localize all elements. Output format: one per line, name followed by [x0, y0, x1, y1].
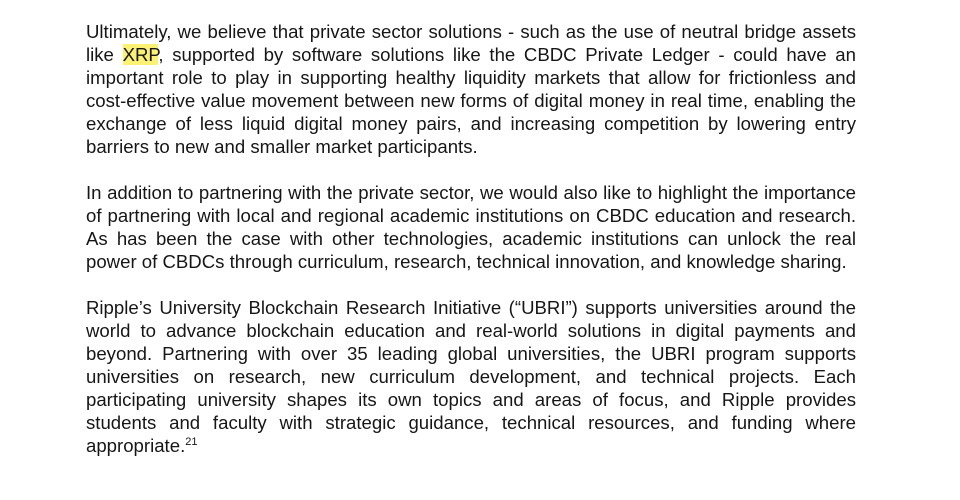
paragraph-academic-institutions [86, 181, 856, 273]
document-page [86, 20, 856, 480]
paragraph-1-text-before: Ultimately, we believe that private sector solutions - such as the use of neutral bridge assets like [86, 21, 856, 65]
paragraph-3-text: Ripple’s University Blockchain Research Initiative (“UBRI”) supports universities around the world to advance blockchain education and real-world solutions in digital payments and beyond. Partnering with over 35 leading global universities, the UBRI program supports universities on research, new curriculum development, and technical projects. Each participating university shapes its own topics and areas of focus, and Ripple provides students and faculty with strategic guidance, technical resources, and funding where appropriate. [86, 297, 856, 456]
paragraph-2-text: In addition to partnering with the private sector, we would also like to highlight the importance of partnering with local and regional academic institutions on CBDC education and research. As has been the case with other technologies, academic institutions can unlock the real power of CBDCs through curriculum, research, technical innovation, and knowledge sharing. [86, 182, 856, 272]
paragraph-ubri [86, 296, 856, 457]
highlighted-term-xrp: XRP [122, 44, 159, 65]
footnote-reference[interactable]: 21 [185, 435, 198, 448]
paragraph-1-text-after: , supported by software solutions like the CBDC Private Ledger - could have an important role to play in supporting healthy liquidity markets that allow for frictionless and cost-effective value movement between new forms of digital money in real time, enabling the exchange of less liquid digital money pairs, and increasing competition by lowering entry barriers to new and smaller market participants. [86, 44, 856, 157]
paragraph-private-sector [86, 20, 856, 158]
